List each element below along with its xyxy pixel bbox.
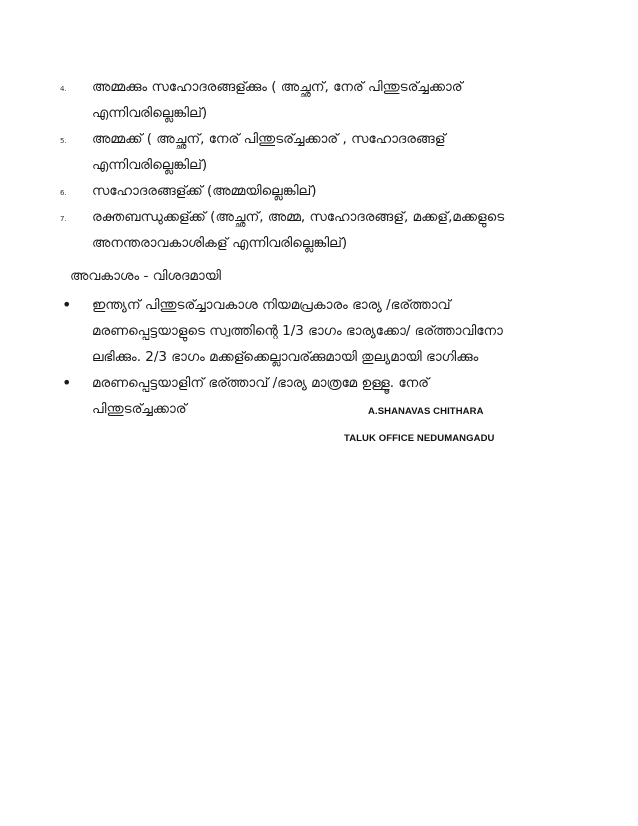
list-item	[60, 178, 560, 204]
bullet-line: പിന്തുടര്ച്ചക്കാര്	[92, 401, 187, 417]
list-item-line: എന്നിവരില്ലെങ്കില്)	[92, 105, 208, 121]
numbered-list	[60, 74, 560, 256]
bullet-line: മരണപ്പെട്ടയാളിന് ഭര്ത്താവ് /ഭാര്യ മാത്രമേ ഉള്ളൂ. നേര്	[92, 375, 430, 391]
list-item	[60, 126, 560, 178]
signature-office: TALUK OFFICE NEDUMANGADU	[344, 433, 495, 444]
list-number: 5.	[60, 137, 67, 145]
signature-name: A.SHANAVAS CHITHARA	[368, 406, 484, 417]
list-number: 4.	[60, 85, 67, 93]
list-item-line: അനന്തരാവകാശികള് എന്നിവരില്ലെങ്കില്)	[92, 235, 348, 251]
bullet-list	[60, 292, 580, 422]
bullet-icon: •	[62, 373, 72, 392]
list-number: 6.	[60, 189, 67, 197]
bullet-icon: •	[62, 295, 72, 314]
bullet-item	[60, 370, 580, 422]
list-number: 7.	[60, 215, 67, 223]
list-item	[60, 74, 560, 126]
list-item	[60, 204, 560, 256]
list-item-line: അമ്മക്കും സഹോദരങ്ങള്ക്കും ( അച്ഛന്, നേര് പിന്തുടര്ച്ചക്കാര്	[92, 79, 463, 95]
list-item-line: എന്നിവരില്ലെങ്കില്)	[92, 157, 208, 173]
section-heading: അവകാശം - വിശദമായി	[70, 268, 221, 284]
bullet-line: ലഭിക്കും. 2/3 ഭാഗം മക്കള്ക്കെല്ലാവര്ക്കുമായി തുല്യമായി ഭാഗിക്കും	[92, 349, 479, 365]
bullet-line: മരണപ്പെട്ടയാളുടെ സ്വത്തിന്റെ 1/3 ഭാഗം ഭാര്യക്കോ/ ഭര്ത്താവിനോ	[92, 323, 503, 339]
list-item-line: രക്തബന്ധുക്കള്ക്ക് (അച്ഛന്, അമ്മ, സഹോദരങ്ങള്, മക്കള്,മക്കളുടെ	[92, 209, 505, 225]
bullet-item	[60, 292, 580, 370]
list-item-line: സഹോദരങ്ങള്ക്ക് (അമ്മയില്ലെങ്കില്)	[92, 183, 317, 199]
bullet-line: ഇന്ത്യന് പിന്തുടര്ച്ചാവകാശ നിയമപ്രകാരം ഭാര്യ /ഭര്ത്താവ്	[92, 297, 451, 313]
list-item-line: അമ്മക്ക് ( അച്ഛന്, നേര് പിന്തുടര്ച്ചക്കാര് , സഹോദരങ്ങള്	[92, 131, 446, 147]
